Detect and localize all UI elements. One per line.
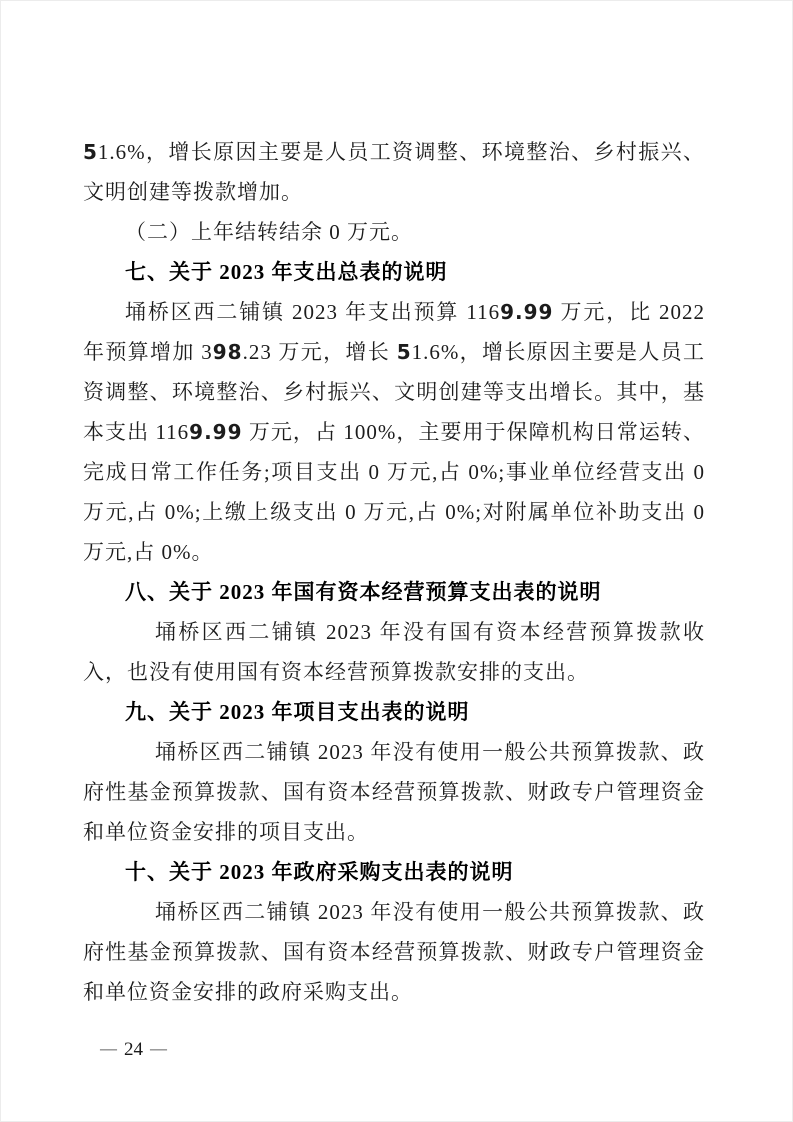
text-segment: 埇桥区西二铺镇 2023 年支出预算 116 [125,300,501,324]
text-segment: 八、关于 2023 年国有资本经营预算支出表的说明 [125,580,602,604]
text-segment: 埇桥区西二铺镇 2023 年没有国有资本经营预算拨款收入，也没有使用国有资本经营预算拨款安排的支出。 [83,620,705,684]
footer-dash-right: — [149,1038,168,1060]
paragraph-expenditure-summary [83,292,705,572]
page-number: 24 [124,1039,143,1060]
text-segment: 九、关于 2023 年项目支出表的说明 [125,700,470,724]
bold-figure-text: 5 [83,140,98,164]
text-segment: 十、关于 2023 年政府采购支出表的说明 [125,860,514,884]
text-segment: 埇桥区西二铺镇 2023 年没有使用一般公共预算拨款、政府性基金预算拨款、国有资本经营预算拨款、财政专户管理资金和单位资金安排的政府采购支出。 [83,900,705,1004]
bold-figure-text: 5 [396,340,412,364]
text-segment: .23 万元，增长 [242,340,397,364]
footer-dash-left: — [99,1038,118,1060]
paragraph-growth-reason-continuation [83,132,705,212]
paragraph-government-procurement [83,892,705,1012]
section-heading-8-state-capital-budget [83,572,705,612]
text-segment: （二）上年结转结余 0 万元。 [125,220,413,244]
text-segment: 1.6%，增长原因主要是人员工资调整、环境整治、乡村振兴、文明创建等支出增长。其中，基本支出 116 [83,340,706,444]
section-heading-9-project-expenditure [83,692,705,732]
text-segment: 1.6%，增长原因主要是人员工资调整、环境整治、乡村振兴、文明创建等拨款增加。 [83,140,705,204]
paragraph-project-expenditure [83,732,705,852]
paragraph-state-capital-budget [83,612,705,692]
document-content [83,132,705,1012]
text-segment: 七、关于 2023 年支出总表的说明 [125,260,448,284]
bold-figure-text: 98 [212,340,243,364]
bold-figure-text: 9.99 [189,420,243,444]
text-segment: 万元，比 2022 年预算增加 3 [83,300,705,364]
text-segment: 埇桥区西二铺镇 2023 年没有使用一般公共预算拨款、政府性基金预算拨款、国有资本经营预算拨款、财政专户管理资金和单位资金安排的项目支出。 [83,740,705,844]
paragraph-carryover-balance [83,212,705,252]
section-heading-7-expenditure-summary [83,252,705,292]
section-heading-10-government-procurement [83,852,705,892]
page-footer [99,1036,168,1063]
bold-figure-text: 9.99 [500,300,554,324]
text-segment: 万元，占 100%，主要用于保障机构日常运转、完成日常工作任务;项目支出 0 万元,占 0%;事业单位经营支出 0 万元,占 0%;上缴上级支出 0 万元,占 0%;对附属单位补助支出 0 万元,占 0%。 [83,420,705,564]
